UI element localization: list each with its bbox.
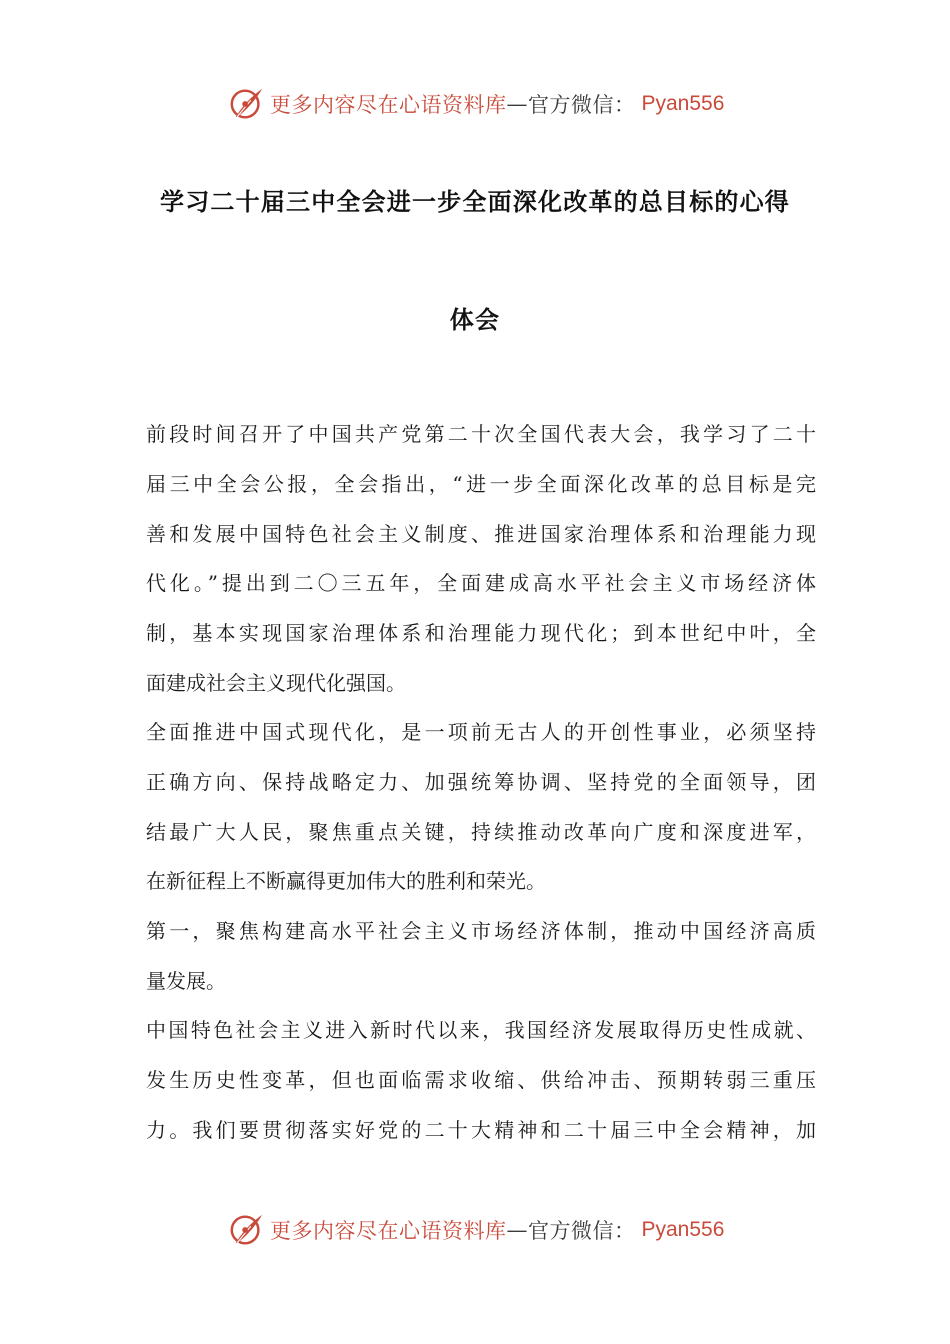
body-line: 面建成社会主义现代化强国。	[146, 671, 406, 695]
quill-pen-logo-icon	[228, 85, 266, 123]
body-line: 制，基本实现国家治理体系和治理能力现代化；到本世纪中叶，全	[146, 621, 816, 645]
document-title-line-1: 学习二十届三中全会进一步全面深化改革的总目标的心得	[160, 188, 790, 216]
body-line: 中国特色社会主义进入新时代以来，我国经济发展取得历史性成就、	[146, 1018, 816, 1042]
body-line: 全面推进中国式现代化，是一项前无古人的开创性事业，必须坚持	[146, 720, 816, 744]
body-line: 结最广大人民，聚焦重点关键，持续推动改革向广度和深度进军，	[146, 820, 816, 844]
watermark-contact-id: Pyan556	[641, 92, 725, 115]
header-watermark	[228, 82, 724, 126]
body-line: 正确方向、保持战略定力、加强统筹协调、坚持党的全面领导，团	[146, 770, 816, 794]
body-line: 量发展。	[146, 969, 226, 993]
quill-pen-logo-icon	[228, 1211, 266, 1249]
body-line: 第一，聚焦构建高水平社会主义市场经济体制，推动中国经济高质	[146, 919, 816, 943]
watermark-site-text: 更多内容尽在心语资料库	[270, 1219, 507, 1243]
watermark-contact-label: 官方微信：	[528, 93, 636, 117]
body-line: 善和发展中国特色社会主义制度、推进国家治理体系和治理能力现	[146, 522, 816, 546]
body-line: 在新征程上不断赢得更加伟大的胜利和荣光。	[146, 869, 546, 893]
body-line: 代化。”提出到二〇三五年，全面建成高水平社会主义市场经济体	[146, 571, 816, 595]
footer-watermark	[228, 1208, 724, 1252]
watermark-site-text: 更多内容尽在心语资料库	[270, 93, 507, 117]
document-title-line-2: 体会	[449, 306, 501, 334]
body-line: 前段时间召开了中国共产党第二十次全国代表大会，我学习了二十	[146, 422, 816, 446]
body-line: 发生历史性变革，但也面临需求收缩、供给冲击、预期转弱三重压	[146, 1068, 816, 1092]
watermark-separator: —	[506, 92, 528, 116]
watermark-separator: —	[506, 1218, 528, 1242]
body-line: 届三中全会公报，全会指出，“进一步全面深化改革的总目标是完	[146, 472, 816, 496]
watermark-contact-label: 官方微信：	[528, 1219, 636, 1243]
watermark-contact-id: Pyan556	[641, 1218, 725, 1241]
body-line: 力。我们要贯彻落实好党的二十大精神和二十届三中全会精神，加	[146, 1118, 816, 1142]
